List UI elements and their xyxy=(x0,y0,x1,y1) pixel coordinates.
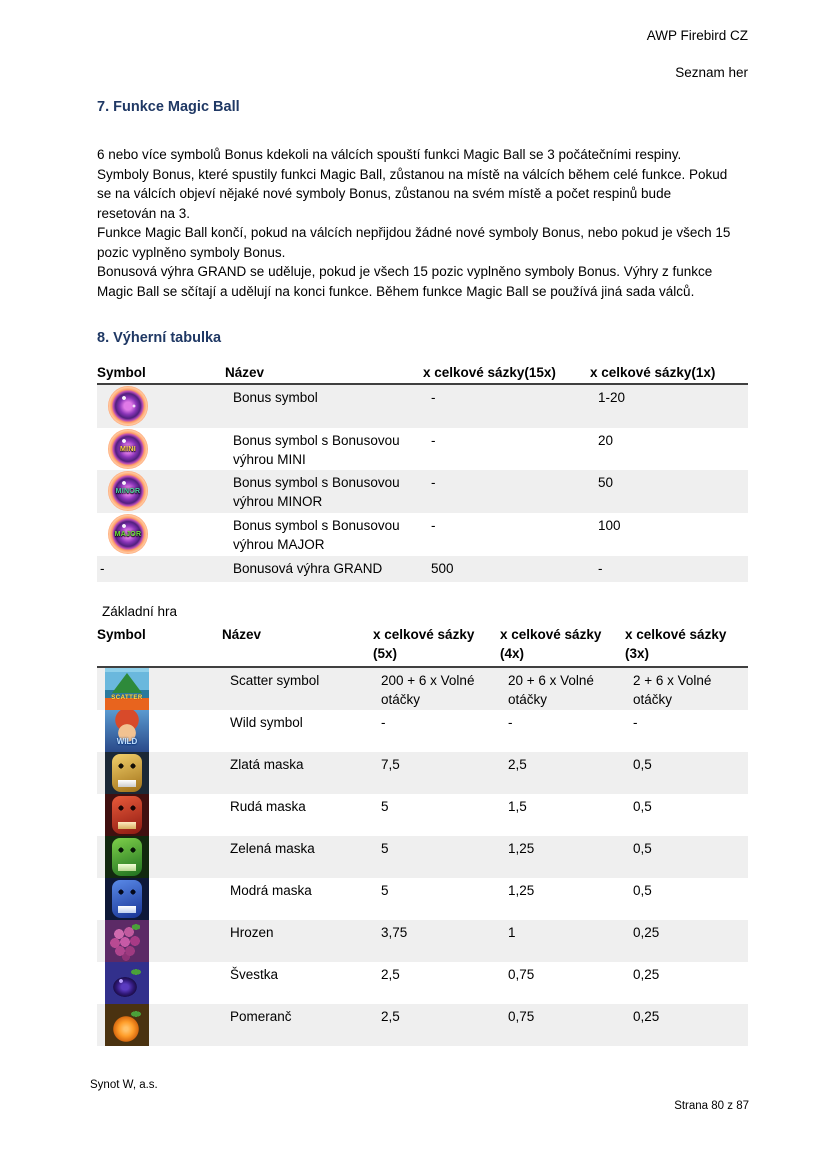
cell-1x: 50 xyxy=(598,475,614,490)
col-header-3x: x celkové sázky (3x) xyxy=(625,627,727,661)
table-row xyxy=(97,878,748,920)
paragraph-line: Symboly Bonus, které spustily funkci Magic Ball, zůstanou na místě na válcích během celé funkce. Pokud xyxy=(97,166,728,182)
wild-symbol-icon xyxy=(105,710,149,752)
table-row xyxy=(97,794,748,836)
cell-symbol xyxy=(97,962,222,1004)
cell-15x: - xyxy=(431,433,436,448)
table-row xyxy=(97,752,748,794)
cell-15x: - xyxy=(431,518,436,533)
bonus-orb-mini-icon xyxy=(108,429,148,469)
cell-nazev: Wild symbol xyxy=(230,715,303,730)
table-header-row xyxy=(97,364,748,385)
cell-15x: 500 xyxy=(431,561,454,576)
scatter-symbol-icon xyxy=(105,668,149,710)
cell-5x: 5 xyxy=(381,883,389,898)
cell-1x: 1-20 xyxy=(598,390,626,405)
orange-symbol-icon xyxy=(105,1004,149,1046)
col-header-4x: x celkové sázky (4x) xyxy=(500,627,602,661)
orb-label: MINI xyxy=(120,445,136,453)
plum-symbol-icon xyxy=(105,962,149,1004)
cell-3x: 0,25 xyxy=(633,1009,660,1024)
bonus-win-table xyxy=(97,364,748,582)
base-game-table xyxy=(97,625,748,1046)
table-row xyxy=(97,513,748,556)
section7-body xyxy=(97,145,777,301)
cell-5x: 7,5 xyxy=(381,757,400,772)
cell-nazev: Pomeranč xyxy=(230,1009,292,1024)
col-header-nazev: Název xyxy=(222,627,262,642)
cell-symbol xyxy=(97,878,222,920)
red-mask-icon xyxy=(105,794,149,836)
orb-label: MAJOR xyxy=(114,530,142,538)
cell-symbol xyxy=(97,836,222,878)
cell-4x: 0,75 xyxy=(508,967,535,982)
bonus-orb-icon xyxy=(108,386,148,426)
col-header-symbol: Symbol xyxy=(97,365,146,380)
col-header-5x: x celkové sázky (5x) xyxy=(373,627,475,661)
table-row xyxy=(97,556,748,582)
cell-symbol xyxy=(97,710,222,752)
cell-nazev: Modrá maska xyxy=(230,883,312,898)
cell-1x: - xyxy=(598,561,603,576)
green-mask-icon xyxy=(105,836,149,878)
cell-nazev: Bonusová výhra GRAND xyxy=(233,561,383,576)
table-row xyxy=(97,920,748,962)
cell-nazev: Bonus symbol s Bonusovou výhrou MINI xyxy=(233,433,400,467)
cell-nazev: Švestka xyxy=(230,967,279,982)
tile-label: SCATTER xyxy=(111,695,143,701)
cell-nazev: Rudá maska xyxy=(230,799,306,814)
paragraph-line: Magic Ball se sčítají a udělují na konci funkce. Během funkce Magic Ball se používá jiná sada válců. xyxy=(97,283,695,299)
cell-symbol xyxy=(97,470,225,513)
grapes-symbol-icon xyxy=(105,920,149,962)
cell-4x: 1,25 xyxy=(508,841,535,856)
cell-symbol xyxy=(97,668,222,710)
section8-title: 8. Výherní tabulka xyxy=(97,330,222,346)
footer-company: Synot W, a.s. xyxy=(90,1079,158,1091)
cell-5x: 200 + 6 x Volné otáčky xyxy=(381,673,475,707)
cell-3x: 0,25 xyxy=(633,925,660,940)
cell-15x: - xyxy=(431,390,436,405)
cell-1x: 100 xyxy=(598,518,621,533)
paragraph-line: se na válcích objeví nějaké nové symboly Bonus, zůstanou na svém místě a počet respinů bude xyxy=(97,186,672,201)
running-header xyxy=(647,27,748,81)
tile-label: WILD xyxy=(116,737,138,746)
cell-symbol xyxy=(97,428,225,470)
cell-3x: 0,5 xyxy=(633,883,652,898)
blue-mask-icon xyxy=(105,878,149,920)
bonus-orb-minor-icon xyxy=(108,471,148,511)
paragraph-line: Funkce Magic Ball končí, pokud na válcích nepřijdou žádné nové symboly Bonus, nebo pokud je všech 15 xyxy=(97,225,731,240)
paragraph-line: pozic vyplněno symboly Bonus. xyxy=(97,244,286,260)
cell-3x: 2 + 6 x Volné otáčky xyxy=(633,673,712,707)
gold-mask-icon xyxy=(105,752,149,794)
cell-3x: 0,5 xyxy=(633,757,652,772)
cell-symbol xyxy=(97,1004,222,1046)
cell-1x: 20 xyxy=(598,433,614,448)
table-header-row xyxy=(97,625,748,668)
bonus-orb-major-icon xyxy=(108,514,148,554)
table-row xyxy=(97,710,748,752)
cell-4x: 2,5 xyxy=(508,757,527,772)
paragraph-line: Bonusová výhra GRAND se uděluje, pokud je všech 15 pozic vyplněno symboly Bonus. Výhry z funkce xyxy=(97,264,713,279)
paragraph-line: 6 nebo více symbolů Bonus kdekoli na válcích spouští funkci Magic Ball se 3 počátečními respiny. xyxy=(97,147,682,162)
cell-4x: 20 + 6 x Volné otáčky xyxy=(508,673,594,707)
cell-nazev: Hrozen xyxy=(230,925,274,940)
cell-15x: - xyxy=(431,475,436,490)
cell-4x: 1,5 xyxy=(508,799,527,814)
cell-5x: 2,5 xyxy=(381,1009,400,1024)
table-row xyxy=(97,1004,748,1046)
cell-nazev: Bonus symbol xyxy=(233,390,318,405)
orb-label: MINOR xyxy=(115,487,141,495)
col-header-symbol: Symbol xyxy=(97,627,146,642)
cell-4x: 0,75 xyxy=(508,1009,535,1024)
table-row xyxy=(97,668,748,710)
section7-title: 7. Funkce Magic Ball xyxy=(97,99,240,115)
cell-nazev: Zlatá maska xyxy=(230,757,304,772)
cell-4x: - xyxy=(508,715,513,730)
cell-3x: - xyxy=(633,715,638,730)
table-row xyxy=(97,962,748,1004)
cell-5x: 5 xyxy=(381,799,389,814)
cell-symbol xyxy=(97,920,222,962)
table-row xyxy=(97,385,748,428)
footer-page-number: Strana 80 z 87 xyxy=(674,1100,749,1112)
cell-nazev: Bonus symbol s Bonusovou výhrou MAJOR xyxy=(233,518,400,552)
cell-3x: 0,25 xyxy=(633,967,660,982)
paragraph-line: resetován na 3. xyxy=(97,205,191,221)
doc-subtitle: Seznam her xyxy=(675,65,748,80)
col-header-15x: x celkové sázky(15x) xyxy=(423,365,556,380)
cell-5x: 3,75 xyxy=(381,925,408,940)
cell-symbol xyxy=(97,513,225,556)
cell-5x: 5 xyxy=(381,841,389,856)
cell-symbol xyxy=(97,385,225,428)
col-header-nazev: Název xyxy=(225,365,265,380)
cell-4x: 1,25 xyxy=(508,883,535,898)
cell-symbol: - xyxy=(100,561,105,576)
doc-title: AWP Firebird CZ xyxy=(646,28,748,43)
cell-symbol xyxy=(97,794,222,836)
cell-nazev: Bonus symbol s Bonusovou výhrou MINOR xyxy=(233,475,400,509)
cell-3x: 0,5 xyxy=(633,799,652,814)
table-row xyxy=(97,428,748,470)
table-row xyxy=(97,836,748,878)
col-header-1x: x celkové sázky(1x) xyxy=(590,365,716,380)
cell-nazev: Zelená maska xyxy=(230,841,315,856)
base-game-label: Základní hra xyxy=(102,604,178,619)
cell-5x: - xyxy=(381,715,386,730)
cell-4x: 1 xyxy=(508,925,516,940)
cell-symbol xyxy=(97,752,222,794)
cell-nazev: Scatter symbol xyxy=(230,673,320,688)
table-row xyxy=(97,470,748,513)
cell-3x: 0,5 xyxy=(633,841,652,856)
cell-5x: 2,5 xyxy=(381,967,400,982)
